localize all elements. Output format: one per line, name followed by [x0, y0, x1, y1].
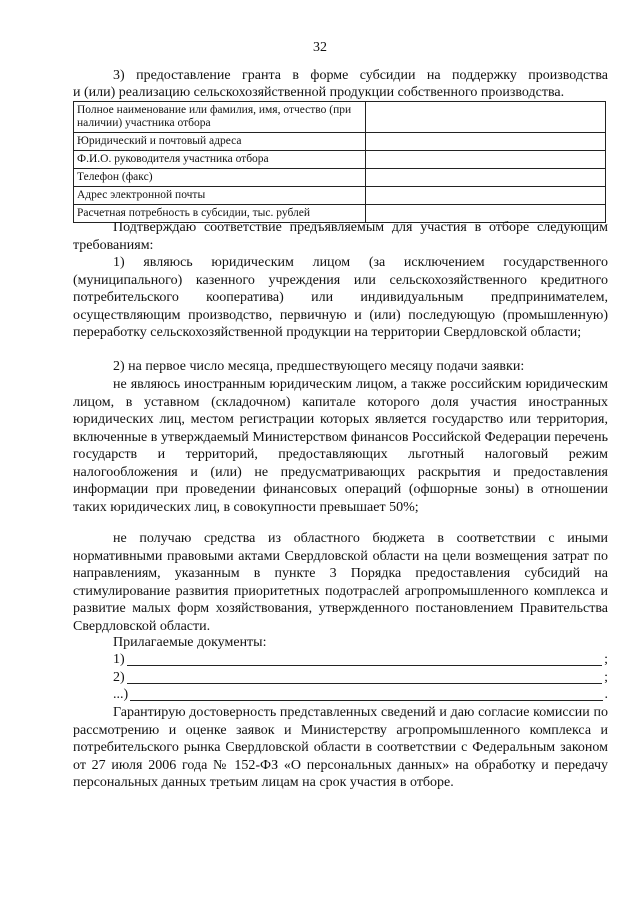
- attachment-suffix: ;: [604, 670, 608, 685]
- attachment-line-2[interactable]: [113, 669, 608, 687]
- attachment-line-3[interactable]: [113, 686, 608, 704]
- attachment-suffix: ;: [604, 652, 608, 667]
- attachment-prefix: 1): [113, 652, 125, 667]
- attachment-prefix: 2): [113, 670, 125, 685]
- table-value-cell[interactable]: [366, 151, 606, 169]
- requirement-2-intro: 2) на первое число месяца, предшествующего месяцу подачи заявки:: [113, 359, 525, 374]
- requirement-1: 1) являюсь юридическим лицом (за исключением государственного (муниципального) казенного учреждения или сельскохозяйственного кредитного потребительского кооператива) или индивидуальным предпринимателем, осуществляющим производство, первичную и (или) последующую (промышленную) переработку сельскохозяйственной продукции на территории Свердловской области;: [73, 255, 608, 340]
- attachment-prefix: ...): [113, 687, 129, 702]
- attachment-suffix: .: [604, 687, 608, 702]
- table-label: Ф.И.О. руководителя участника отбора: [74, 151, 366, 169]
- table-label: Юридический и почтовый адреса: [74, 133, 366, 151]
- table-value-cell[interactable]: [366, 169, 606, 187]
- table-row: [74, 151, 606, 169]
- table-row: [74, 187, 606, 205]
- requirement-2-budget: не получаю средства из областного бюджета в соответствии с иными нормативными правовыми актами Свердловской области на цели возмещения затрат по направлениям, указанным в пункте 3 Порядка предоставления субсидий на стимулирование развития приоритетных подотраслей агропромышленного комплекса и развитие малых форм хозяйствования, утвержденного постановлением Правительства Свердловской области.: [73, 531, 608, 634]
- table-value-cell[interactable]: [366, 133, 606, 151]
- page-number: 32: [313, 40, 327, 55]
- attachment-underline: [130, 687, 602, 701]
- table-label: Адрес электронной почты: [74, 187, 366, 205]
- attachment-line-1[interactable]: [113, 651, 608, 669]
- table-value-cell[interactable]: [366, 187, 606, 205]
- confirm-intro: Подтверждаю соответствие предъявляемым для участия в отборе следующим требованиям:: [73, 220, 608, 253]
- table-row: [74, 133, 606, 151]
- table-row: [74, 102, 606, 133]
- table-label: Телефон (факс): [74, 169, 366, 187]
- section3-line-1: 3) предоставление гранта в форме субсидии на поддержку производства: [113, 68, 608, 83]
- attachment-underline: [127, 670, 602, 684]
- table-label: Полное наименование или фамилия, имя, отчество (при наличии) участника отбора: [74, 102, 366, 133]
- participant-info-table: [73, 101, 606, 223]
- table-value-cell[interactable]: [366, 102, 606, 133]
- section3-line-2: и (или) реализацию сельскохозяйственной продукции собственного производства.: [73, 85, 565, 100]
- table-row: [74, 169, 606, 187]
- guarantee-consent: Гарантирую достоверность представленных сведений и даю согласие комиссии по рассмотрению и оценке заявок и Министерству агропромышленного комплекса и потребительского рынка Свердловской области в соответствии с Федеральным законом от 27 июля 2006 года № 152-ФЗ «О персональных данных» на обработку и передачу персональных данных третьим лицам на срок участия в отборе.: [73, 705, 608, 790]
- table-label: Расчетная потребность в субсидии, тыс. рублей: [74, 205, 366, 223]
- attachment-underline: [127, 652, 602, 666]
- requirement-2-foreign: не являюсь иностранным юридическим лицом, а также российским юридическим лицом, в уставном (складочном) капитале которого доля участия иностранных юридических лиц, местом регистрации которых является государство или территория, включенные в утверждаемый Министерством финансов Российской Федерации перечень государств и территорий, предоставляющих льготный налоговый режим налогообложения и (или) не предусматривающих раскрытия и предоставления информации при проведении финансовых операций (офшорные зоны) в отношении таких юридических лиц, в совокупности превышает 50%;: [73, 377, 608, 515]
- attachments-title: Прилагаемые документы:: [113, 635, 267, 650]
